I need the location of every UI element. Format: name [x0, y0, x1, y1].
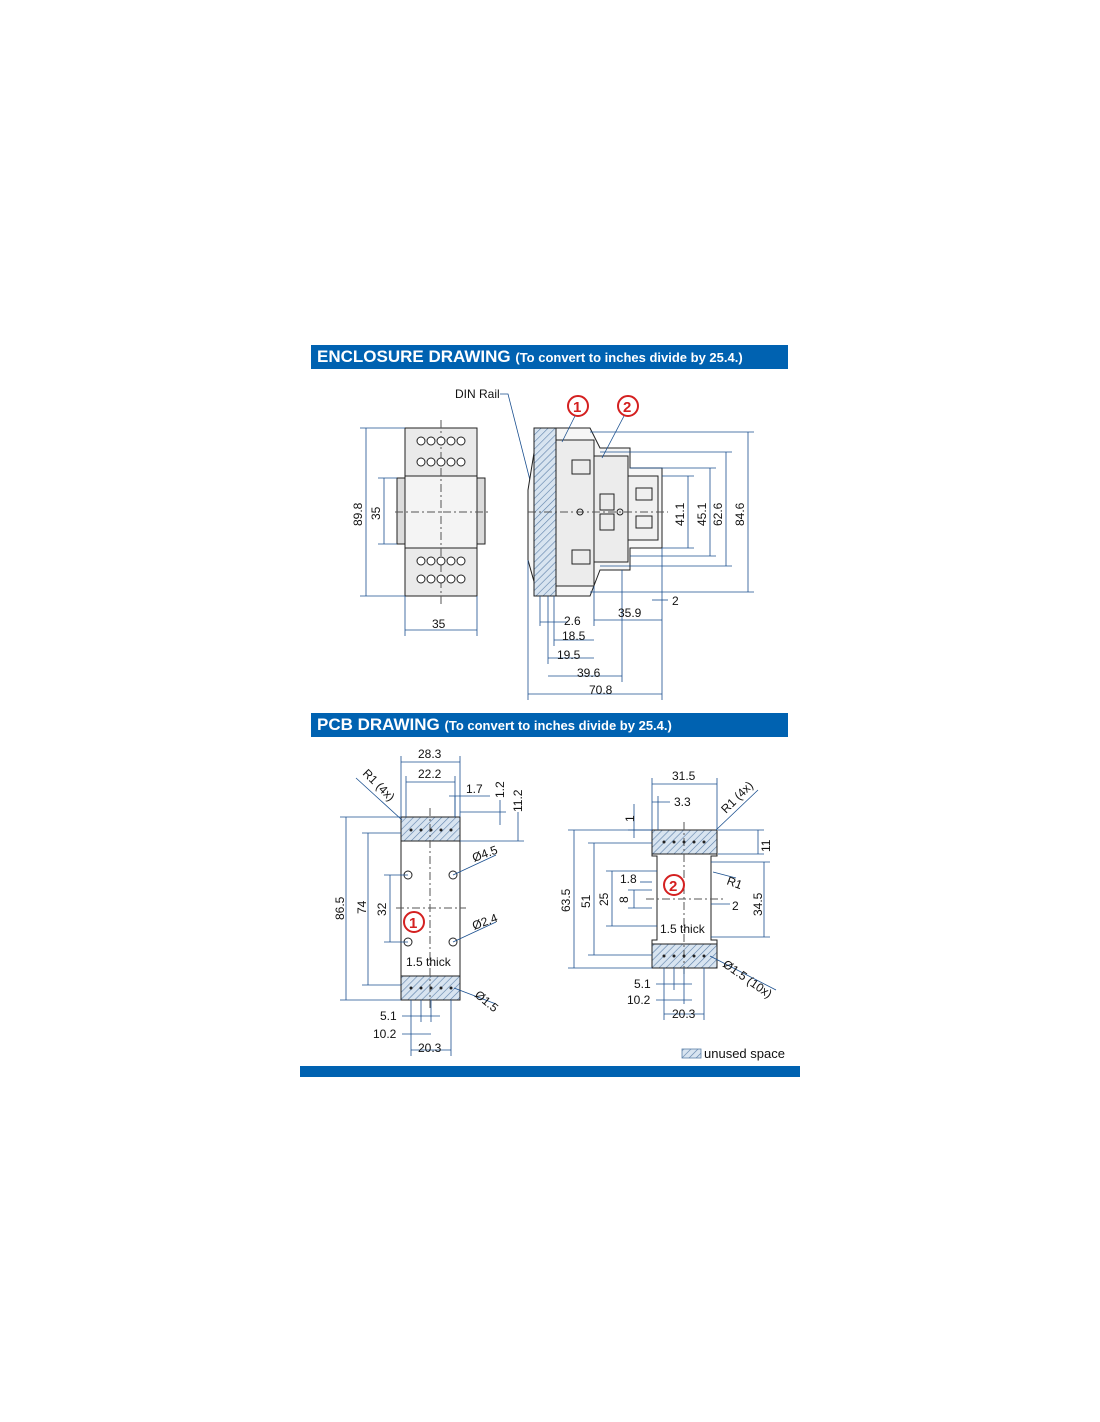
- dim-39-6: 39.6: [577, 666, 601, 680]
- dim-18-5: 18.5: [562, 629, 586, 643]
- pcb-right-r1: R1: [724, 873, 745, 893]
- dim-2: 2: [672, 594, 679, 608]
- dim-front-height: 89.8: [351, 502, 365, 526]
- pcb-right-d-11: 11: [759, 839, 773, 852]
- dim-84-6: 84.6: [733, 502, 747, 526]
- pcb-right-h-8: 8: [617, 896, 631, 903]
- dim-62-6: 62.6: [711, 502, 725, 526]
- pcb-right-radius: R1 (4x): [718, 778, 756, 817]
- pcb-left-h-74: 74: [355, 900, 369, 914]
- dim-41-1: 41.1: [673, 502, 687, 526]
- legend-swatch: [682, 1049, 701, 1058]
- dim-35-9: 35.9: [618, 606, 642, 620]
- pcb-left-hole-1-5: Ø1.5: [472, 987, 501, 1016]
- enclosure-callout-2: 2: [623, 399, 632, 416]
- dim-70-8: 70.8: [589, 683, 613, 697]
- pcb-right-b-5-1: 5.1: [634, 977, 651, 991]
- pcb-right-w-31-5: 31.5: [672, 769, 696, 783]
- pcb-left-d-11-2: 11.2: [511, 789, 525, 812]
- pcb-right-b-10-2: 10.2: [627, 993, 651, 1007]
- pcb-left-b-10-2: 10.2: [373, 1027, 397, 1041]
- dim-19-5: 19.5: [557, 648, 581, 662]
- pcb-left-b-20-3: 20.3: [418, 1041, 442, 1055]
- pcb-right-h-51: 51: [579, 894, 593, 908]
- pcb-right-callout: 2: [669, 878, 678, 895]
- pcb-left-h-32: 32: [375, 902, 389, 916]
- pcb-right-board: [646, 822, 724, 976]
- enclosure-subtitle: (To convert to inches divide by 25.4.): [515, 350, 743, 365]
- legend-label: unused space: [704, 1046, 785, 1061]
- pcb-left-d-1-2: 1.2: [493, 781, 507, 798]
- din-rail-label: DIN Rail: [455, 387, 500, 401]
- pcb-left-radius: R1 (4x): [359, 766, 398, 804]
- pcb-left-board: [396, 808, 466, 1008]
- pcb-right-d-3-3: 3.3: [674, 795, 691, 809]
- pcb-left-callout: 1: [409, 915, 418, 932]
- enclosure-title: ENCLOSURE DRAWING: [317, 347, 511, 366]
- pcb-left-w-28-3: 28.3: [418, 747, 442, 761]
- dim-45-1: 45.1: [695, 502, 709, 526]
- pcb-right-hole: Ø1.5 (10x): [720, 956, 775, 1001]
- pcb-left-hole-4-5: Ø4.5: [470, 842, 500, 865]
- pcb-right-b-20-3: 20.3: [672, 1007, 696, 1021]
- pcb-left-w-22-2: 22.2: [418, 767, 442, 781]
- pcb-right-d-1: 1: [623, 815, 637, 822]
- dim-2-6: 2.6: [564, 614, 581, 628]
- pcb-left-b-5-1: 5.1: [380, 1009, 397, 1023]
- pcb-subtitle: (To convert to inches divide by 25.4.): [444, 718, 672, 733]
- enclosure-callout-1: 1: [573, 399, 582, 416]
- pcb-title: PCB DRAWING: [317, 715, 440, 734]
- dim-front-rail: 35: [369, 506, 383, 520]
- pcb-left-d-1-7: 1.7: [466, 782, 483, 796]
- pcb-left-h-86-5: 86.5: [333, 896, 347, 920]
- pcb-right-d-1-8: 1.8: [620, 872, 637, 886]
- pcb-right-thick: 1.5 thick: [660, 922, 705, 936]
- pcb-right-h-63-5: 63.5: [559, 888, 573, 912]
- pcb-right-d-2: 2: [732, 899, 739, 913]
- pcb-left-hole-2-4: Ø2.4: [470, 910, 500, 933]
- pcb-left-thick: 1.5 thick: [406, 955, 451, 969]
- pcb-right-h-34-5: 34.5: [751, 892, 765, 916]
- dim-front-width: 35: [432, 617, 446, 631]
- pcb-right-h-25: 25: [597, 892, 611, 906]
